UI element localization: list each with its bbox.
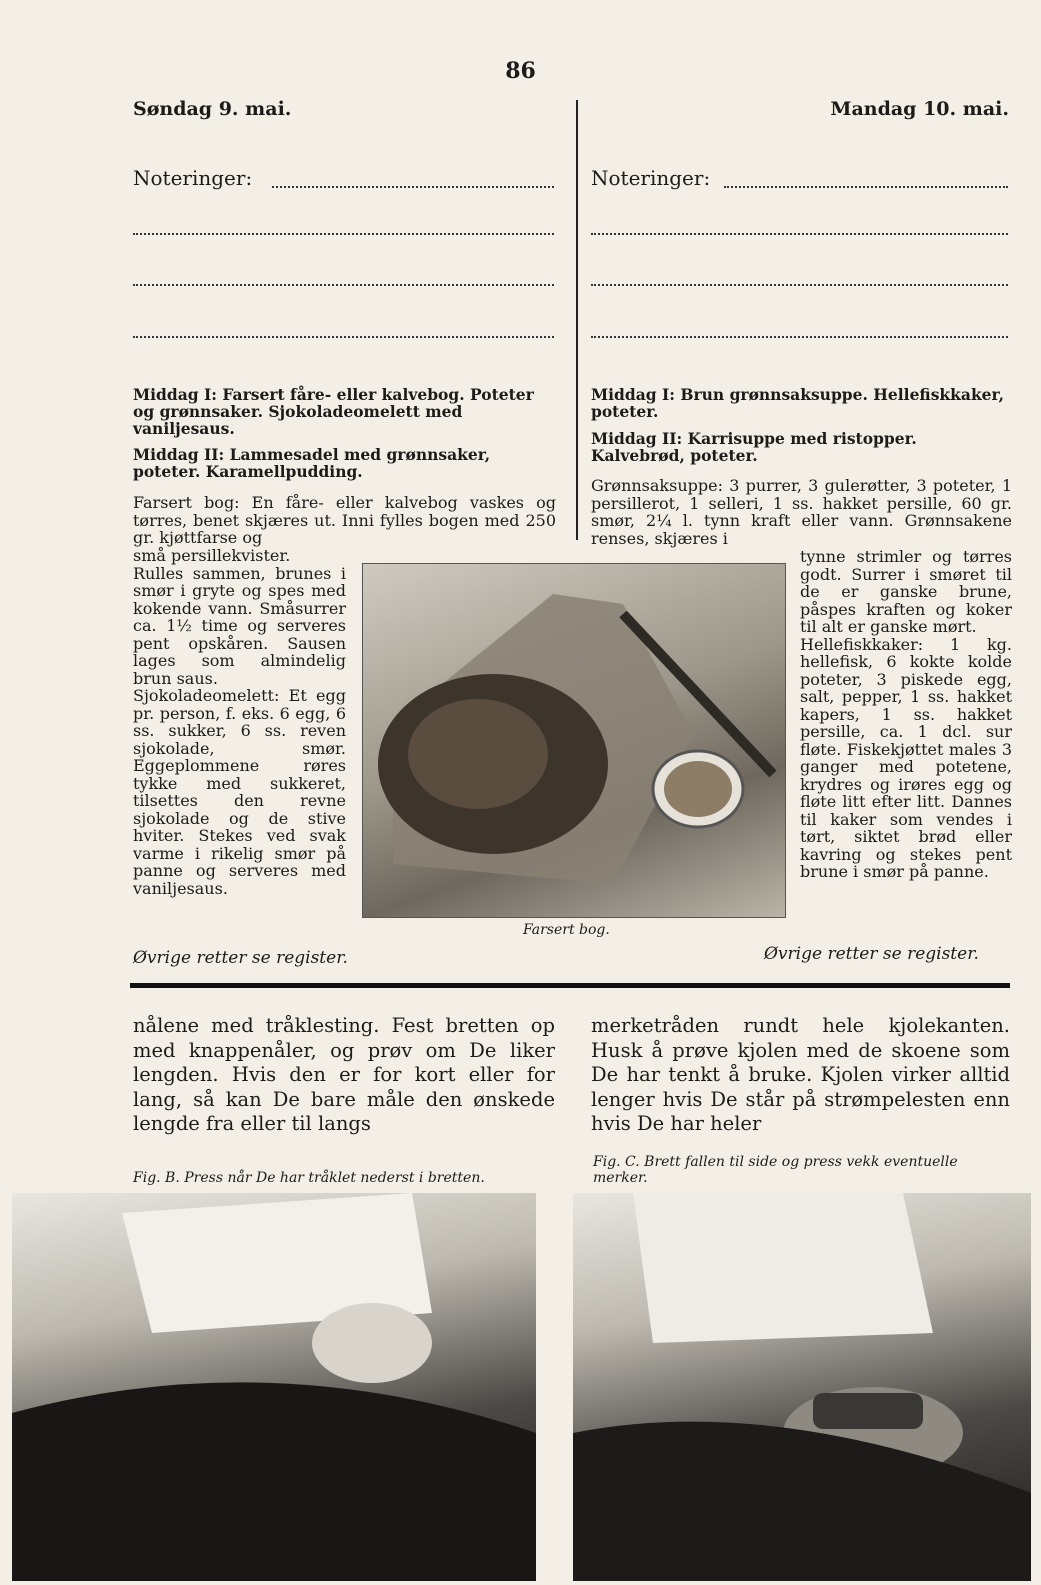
section-rule (130, 983, 1010, 988)
fig-c-photo (573, 1193, 1031, 1581)
right-recipe-intro: Grønnsaksuppe: 3 purrer, 3 gulerøtter, 3 poteter, 1 persillerot, 1 selleri, 1 ss. hakket persille, 60 gr. smør, 2¼ l. tynn kraft eller vann. Grønnsakene renses, skjæres i (591, 476, 1012, 548)
column-divider (576, 100, 578, 540)
left-day-heading: Søndag 9. mai. (133, 98, 292, 120)
bottom-left-text: nålene med tråklesting. Fest bretten op med knappenåler, og prøv om De liker lengden. Hvis den er for kort eller for lang, så kan De bare måle den ønskede lengde fra eller til langs (133, 1014, 555, 1135)
right-day-heading: Mandag 10. mai. (830, 98, 1009, 120)
left-middag-1: Middag I: Farsert fåre- eller kalvebog. Poteter og grønnsaker. Sjokoladeomelett med vaniljesaus. (133, 385, 534, 438)
left-notes-line (133, 336, 554, 338)
bottom-right-text: merketråden rundt hele kjolekanten. Husk å prøve kjolen med de skoene som De har tenkt å bruke. Kjolen virker alltid lenger hvis De står på strømpelesten enn hvis De har heler (591, 1014, 1010, 1135)
right-notes-line (591, 284, 1008, 286)
left-recipe-intro: Farsert bog: En fåre- eller kalvebog vaskes og tørres, benet skjæres ut. Inni fylles bogen med 250 gr. kjøttfarse og (133, 493, 556, 547)
page-number: 86 (505, 58, 536, 84)
left-middag-2: Middag II: Lammesadel med grønnsaker, poteter. Karamellpudding. (133, 445, 491, 481)
farsert-bog-photo (362, 563, 786, 918)
fig-b-photo (12, 1193, 536, 1581)
fig-b-caption: Fig. B. Press når De har tråklet nederst i bretten. (133, 1170, 485, 1186)
left-notes-label: Noteringer: (133, 166, 253, 190)
right-notes-line (591, 233, 1008, 235)
left-recipe-line: Rulles sammen, brunes i smør i gryte og spes med kokende vann. Småsurrer ca. 1½ time og serveres pent opskåren. Sausen lages som almindelig brun saus. (133, 563, 346, 688)
left-recipe-column (133, 547, 346, 897)
left-notes-line (133, 233, 554, 235)
left-recipe-line: små persillekvister. (133, 546, 291, 565)
roast-illustration (363, 564, 785, 917)
right-notes-line (591, 336, 1008, 338)
fig-c-caption: Fig. C. Brett fallen til side og press vekk eventuelle merker. (593, 1154, 958, 1186)
farsert-bog-caption: Farsert bog. (523, 922, 610, 938)
right-recipe-line: Hellefiskkaker: 1 kg. hellefisk, 6 kokte kolde poteter, 3 piskede egg, salt, pepper, 1 ss. hakket kapers, 1 ss. hakket persille, ca. 1 dcl. sur fløte. Fiskekjøttet males 3 ganger med potetene, krydres og irøres egg og fløte litt efter litt. Dannes til kaker som vendes i tørt, siktet brød eller kavring og stekes pent brune i smør på panne. (800, 634, 1012, 881)
iron-press-illustration (573, 1193, 1031, 1581)
right-middag-2: Middag II: Karrisuppe med ristopper. Kalvebrød, poteter. (591, 429, 917, 465)
right-middag-1: Middag I: Brun grønnsaksuppe. Hellefiskkaker, poteter. (591, 385, 1004, 421)
left-more-dishes: Øvrige retter se register. (133, 948, 348, 968)
ironing-hand-illustration (12, 1193, 536, 1581)
right-notes-label: Noteringer: (591, 166, 711, 190)
right-recipe-line: tynne strimler og tørres godt. Surrer i smøret til de er ganske brune, påspes kraften og koker til alt er ganske mørt. (800, 547, 1012, 636)
right-notes-line (724, 186, 1008, 188)
right-more-dishes: Øvrige retter se register. (764, 944, 979, 964)
left-recipe-line: Sjokoladeomelett: Et egg pr. person, f. eks. 6 egg, 6 ss. sukker, 6 ss. reven sjokolade, smør. Eggeplommene røres tykke med sukkeret, tilsettes den revne sjokolade og de stive hviter. Stekes ved svak varme i rikelig smør på panne og serveres med vaniljesaus. (133, 686, 346, 898)
left-notes-line (272, 186, 554, 188)
left-notes-line (133, 284, 554, 286)
right-recipe-column (800, 548, 1012, 881)
